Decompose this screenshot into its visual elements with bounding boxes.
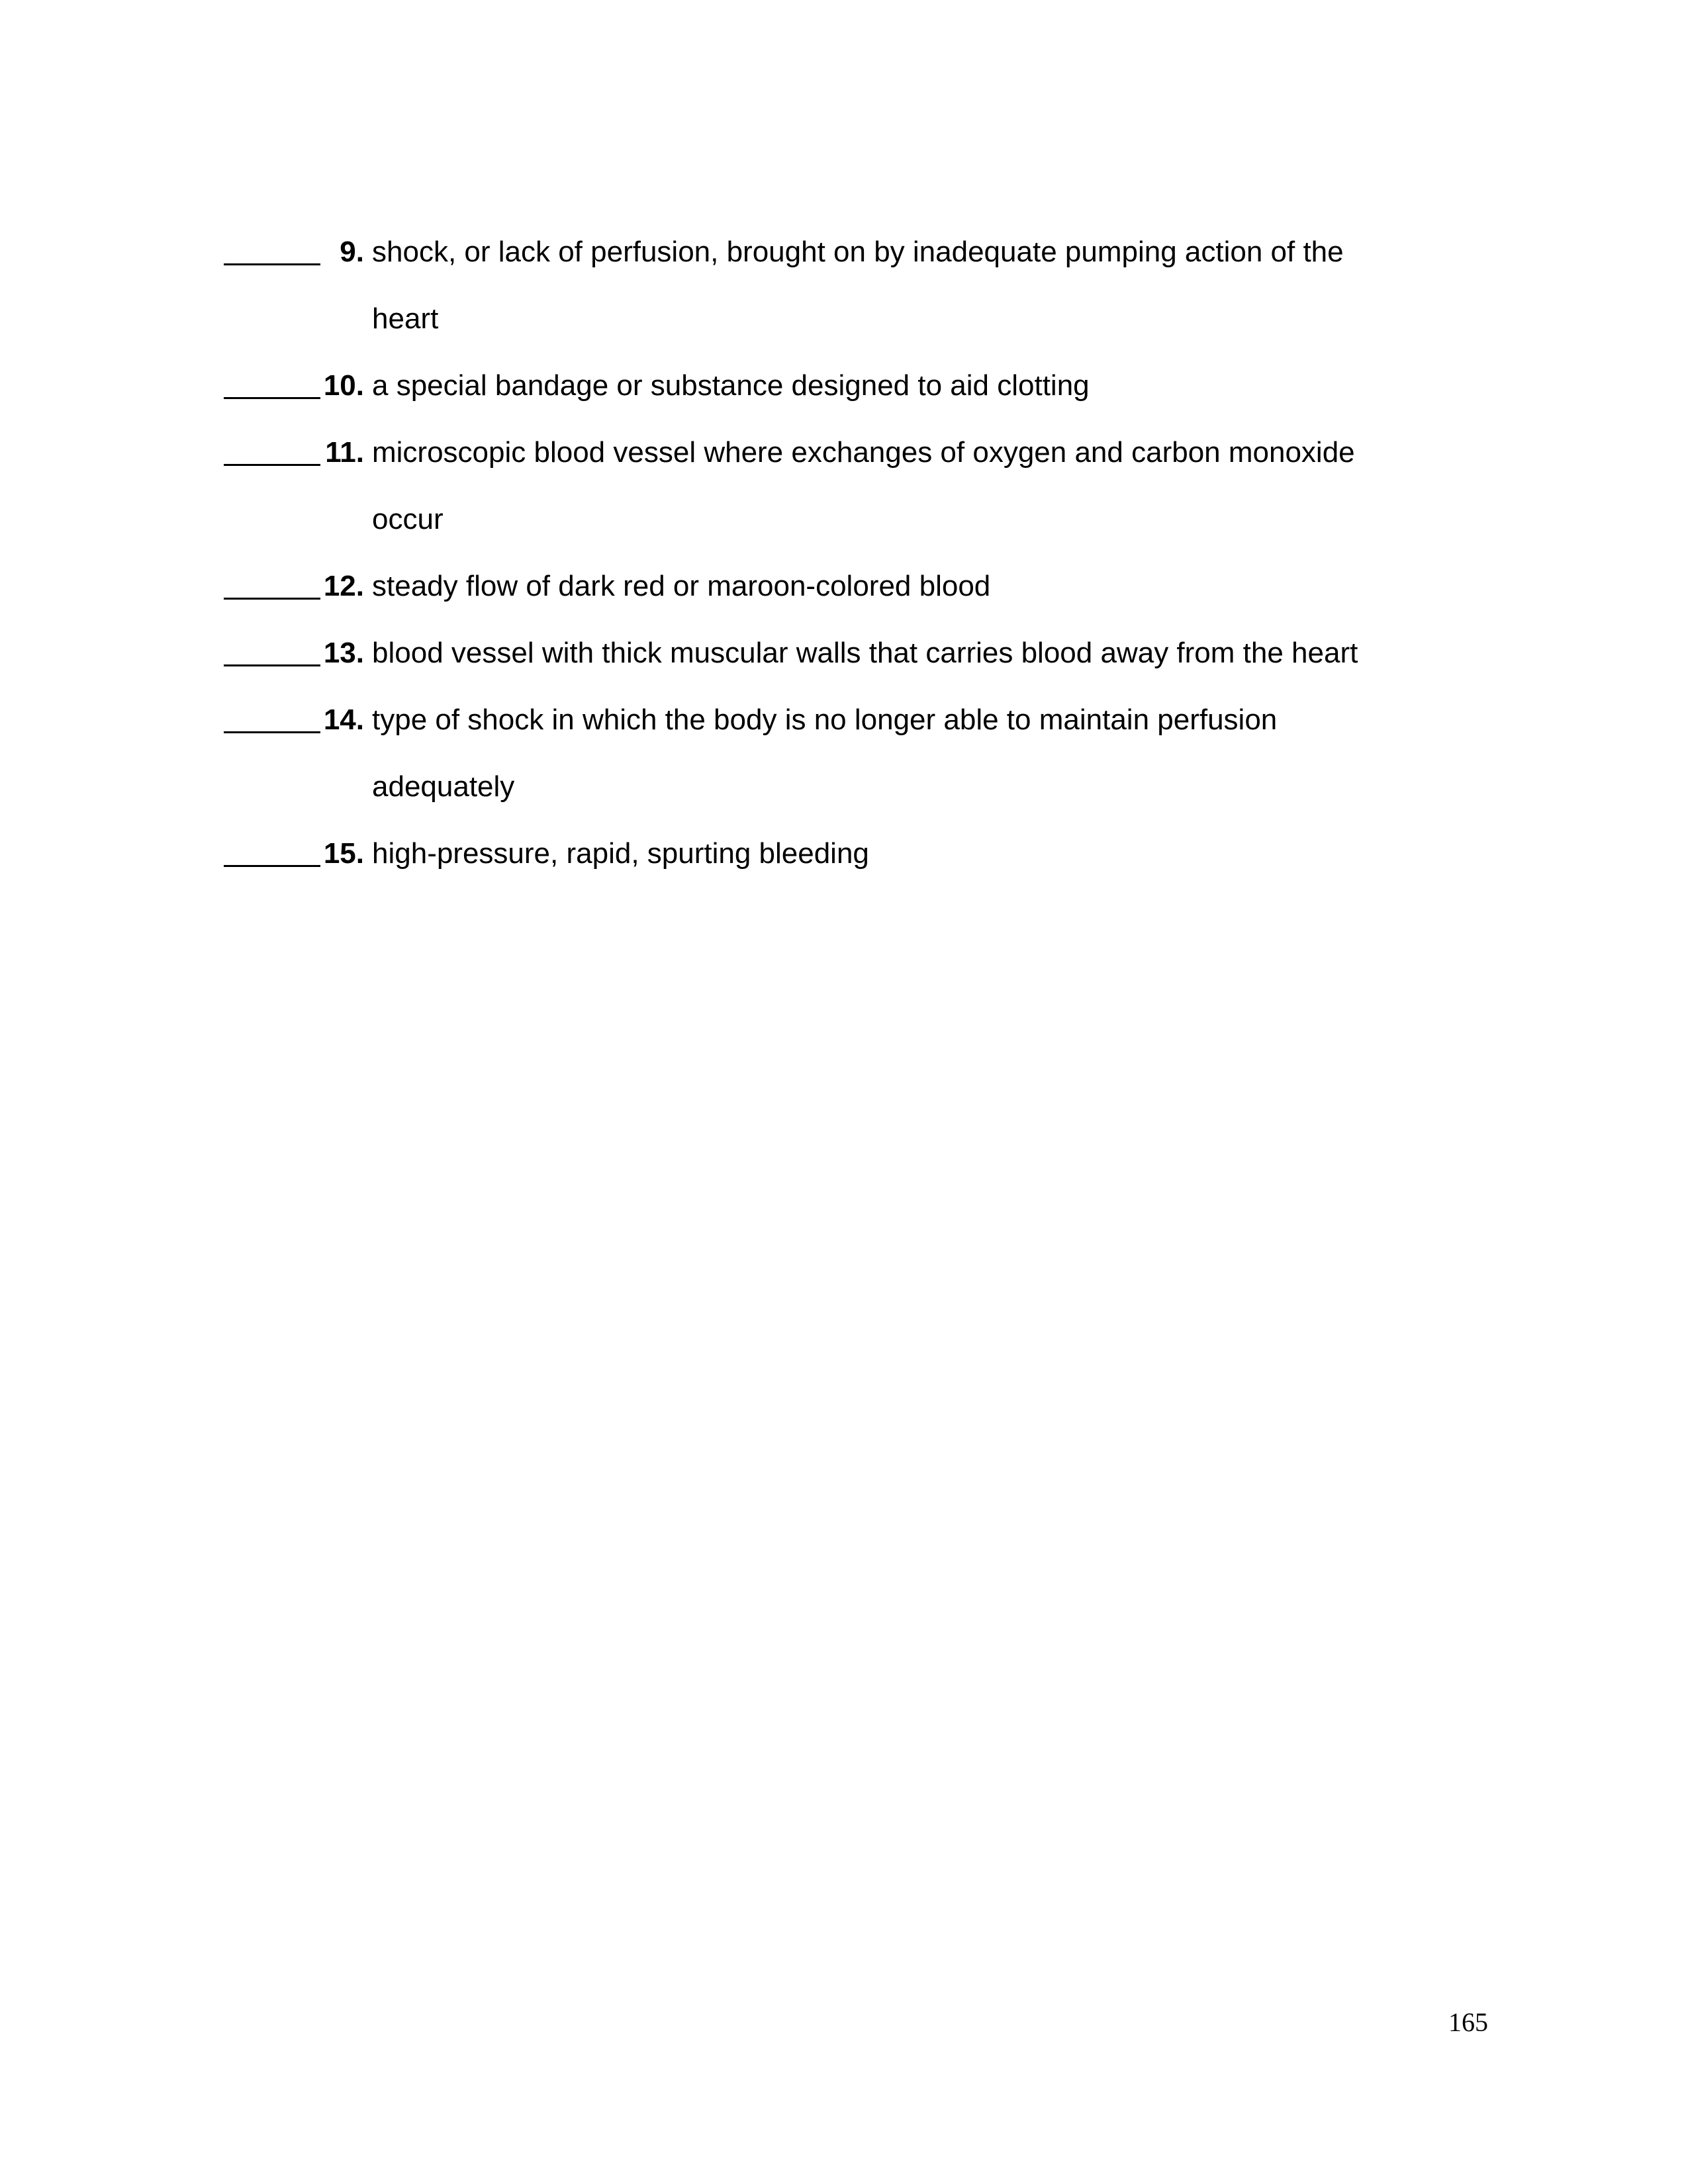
question-text: type of shock in which the body is no longer able to maintain perfusion (372, 704, 1278, 736)
question-item-10 (224, 352, 1481, 419)
question-number: 12. (323, 570, 364, 602)
question-text: high-pressure, rapid, spurting bleeding (372, 837, 869, 870)
question-text-continued: heart (372, 302, 439, 335)
question-number: 15. (323, 837, 364, 870)
question-item-11 (224, 419, 1481, 486)
question-number: 9. (340, 236, 364, 268)
question-item-13 (224, 619, 1481, 686)
question-item-9-continued (224, 285, 1481, 352)
question-text: steady flow of dark red or maroon-colored blood (372, 570, 991, 602)
page-number: 165 (1448, 2007, 1488, 2037)
question-text: microscopic blood vessel where exchanges of oxygen and carbon monoxide (372, 436, 1355, 469)
question-text-continued: occur (372, 503, 444, 535)
question-number: 14. (323, 704, 364, 736)
question-item-15 (224, 820, 1481, 887)
matching-question-list (224, 218, 1481, 887)
question-item-9 (224, 218, 1481, 285)
question-text-continued: adequately (372, 770, 515, 803)
question-item-12 (224, 553, 1481, 619)
question-number: 11. (325, 436, 364, 469)
question-item-11-continued (224, 486, 1481, 553)
question-item-14-continued (224, 753, 1481, 820)
question-text: blood vessel with thick muscular walls that carries blood away from the heart (372, 637, 1358, 669)
question-item-14 (224, 686, 1481, 753)
question-text: a special bandage or substance designed to aid clotting (372, 369, 1090, 402)
question-number: 10. (323, 369, 364, 402)
question-text: shock, or lack of perfusion, brought on by inadequate pumping action of the (372, 236, 1344, 268)
question-number: 13. (323, 637, 364, 669)
